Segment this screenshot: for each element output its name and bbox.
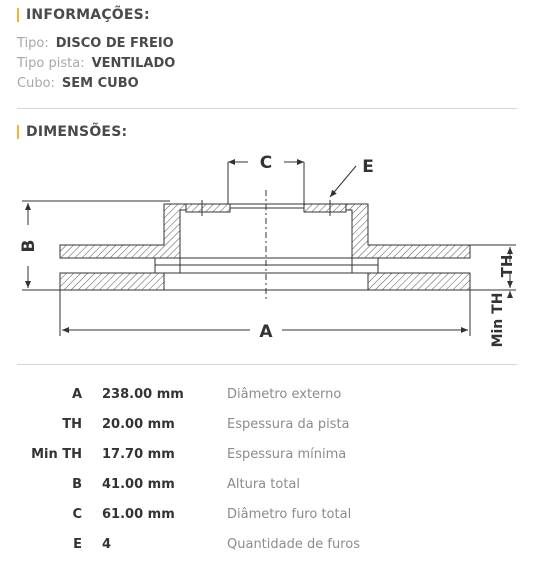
dim-code: E <box>73 537 82 552</box>
dim-code: C <box>72 507 82 522</box>
dim-code: TH <box>62 417 82 432</box>
info-value: SEM CUBO <box>61 76 139 91</box>
info-title: INFORMAÇÕES: <box>26 7 150 23</box>
dim-desc: Espessura da pista <box>227 417 350 432</box>
disc-section-right <box>346 204 470 290</box>
info-value: DISCO DE FREIO <box>55 36 174 51</box>
dim-row <box>0 387 538 407</box>
dim-row <box>0 447 538 467</box>
info-label: Tipo pista: <box>17 56 85 71</box>
label-a: A <box>259 322 273 342</box>
dim-desc: Diâmetro furo total <box>227 507 352 522</box>
dim-row <box>0 537 538 557</box>
info-label: Tipo: <box>17 36 49 51</box>
dim-code: A <box>71 387 82 402</box>
label-c: C <box>259 153 273 173</box>
dimension-e <box>330 166 356 197</box>
disc-section-left <box>60 204 186 290</box>
dim-code: Min TH <box>31 447 82 462</box>
dim-value: 238.00 mm <box>102 387 184 402</box>
brake-disc-drawing <box>0 140 538 360</box>
dim-desc: Altura total <box>227 477 301 492</box>
label-e: E <box>362 157 374 177</box>
dimensions-section-title <box>17 124 127 140</box>
dim-desc: Diâmetro externo <box>227 387 342 402</box>
info-row-tipo-pista <box>17 56 175 71</box>
dim-row <box>0 417 538 437</box>
dim-value: 20.00 mm <box>102 417 175 432</box>
info-row-cubo <box>17 76 139 91</box>
accent-bar <box>17 8 19 22</box>
dim-desc: Quantidade de furos <box>227 537 360 552</box>
dim-desc: Espessura mínima <box>227 447 347 462</box>
info-row-tipo <box>17 36 174 51</box>
dim-code: B <box>72 477 82 492</box>
dim-row <box>0 507 538 527</box>
info-value: VENTILADO <box>91 56 176 71</box>
label-th: TH <box>498 254 516 278</box>
accent-bar <box>17 125 19 139</box>
dim-row <box>0 477 538 497</box>
dim-value: 17.70 mm <box>102 447 175 462</box>
divider <box>17 108 517 109</box>
info-label: Cubo: <box>17 76 55 91</box>
divider <box>17 364 517 365</box>
dim-value: 41.00 mm <box>102 477 175 492</box>
dim-value: 61.00 mm <box>102 507 175 522</box>
dimensions-title: DIMENSÕES: <box>26 124 128 140</box>
info-section-title <box>17 7 150 23</box>
label-min-th: Min TH <box>490 292 506 348</box>
dim-value: 4 <box>102 537 112 552</box>
label-b: B <box>19 239 39 253</box>
